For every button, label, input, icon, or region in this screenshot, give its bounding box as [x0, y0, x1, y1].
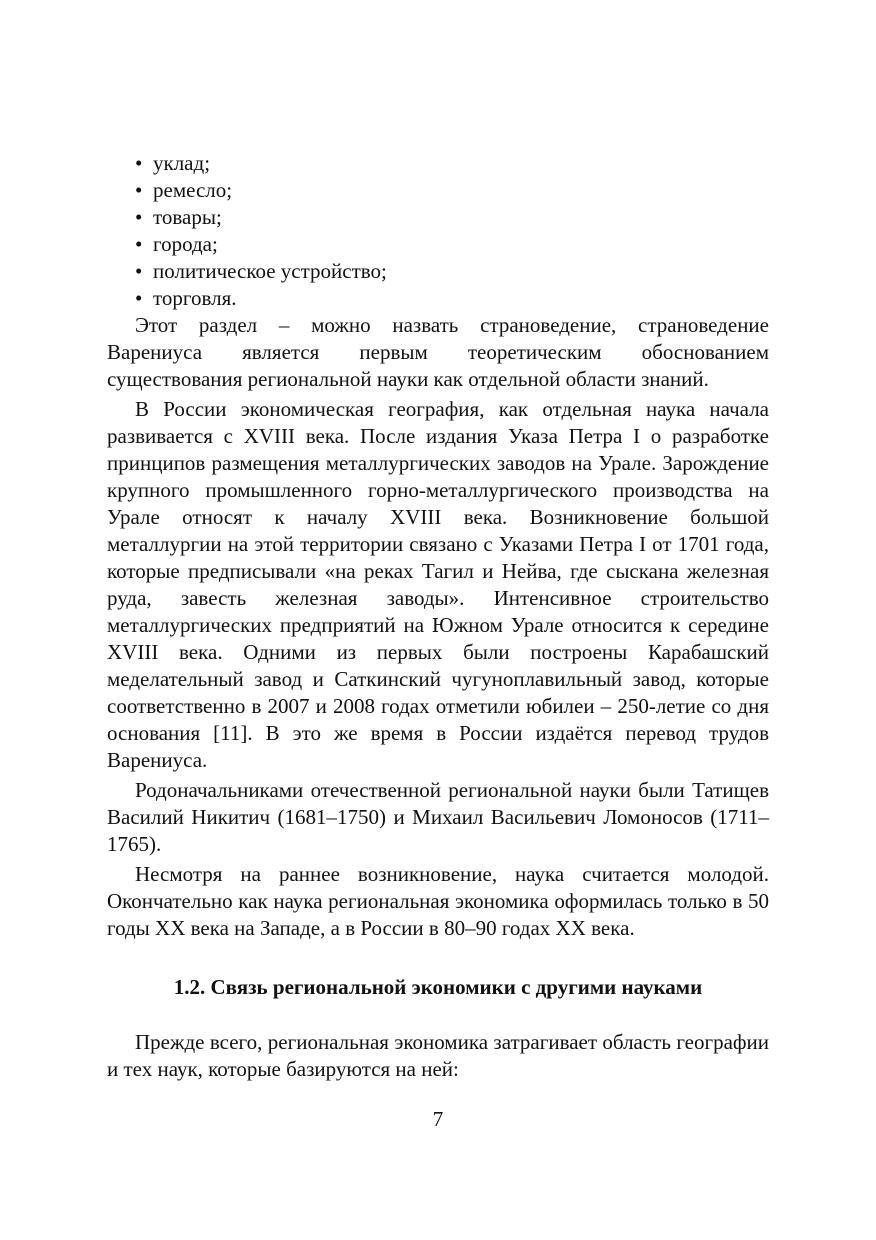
page-body	[107, 150, 769, 1083]
list-item: • товары;	[107, 204, 769, 231]
paragraph-strana: Этот раздел – можно назвать страноведение, страноведение Варениуса является первым теоретическим обоснованием существования региональной науки как отдельной области знаний.	[107, 313, 769, 391]
page-number: 7	[432, 1107, 444, 1131]
section-heading: 1.2. Связь региональной экономики с другими науками	[173, 975, 703, 999]
paragraph-young-science: Несмотря на раннее возникновение, наука считается молодой. Окончательно как наука региональная экономика оформилась только в 50 годы XX века на Западе, а в России в 80–90 годах XX века.	[107, 862, 769, 940]
paragraph-founders: Родоначальниками отечественной региональной науки были Татищев Василий Никитич (1681–1750) и Михаил Васильевич Ломоносов (1711–1765).	[107, 778, 769, 856]
paragraph-section-intro: Прежде всего, региональная экономика затрагивает область географии и тех наук, которые базируются на ней:	[107, 1030, 769, 1081]
list-item: • города;	[107, 231, 769, 258]
bullet-list	[107, 150, 769, 312]
list-item: • политическое устройство;	[107, 258, 769, 285]
list-item: • уклад;	[107, 150, 769, 177]
paragraph-russia-history: В России экономическая география, как отдельная наука начала развивается с XVIII века. После издания Указа Петра I о разработке принципов размещения металлургических заводов на Урале. Зарождение крупного промышленного горно-металлургического производства на Урале относят к началу XVIII века. Возникновение большой металлургии на этой территории связано с Указами Петра I от 1701 года, которые предписывали «на реках Тагил и Нейва, где сыскана железная руда, завесть железная заводы». Интенсивное строительство металлургических предприятий на Южном Урале относится к середине XVIII века. Одними из первых были построены Карабашский меделательный завод и Саткинский чугуноплавильный завод, которые соответственно в 2007 и 2008 годах отметили юбилеи – 250-летие со дня основания [11]. В это же время в России издаётся перевод трудов Варениуса.	[107, 397, 769, 772]
list-item: • ремесло;	[107, 177, 769, 204]
list-item: • торговля.	[107, 285, 769, 312]
